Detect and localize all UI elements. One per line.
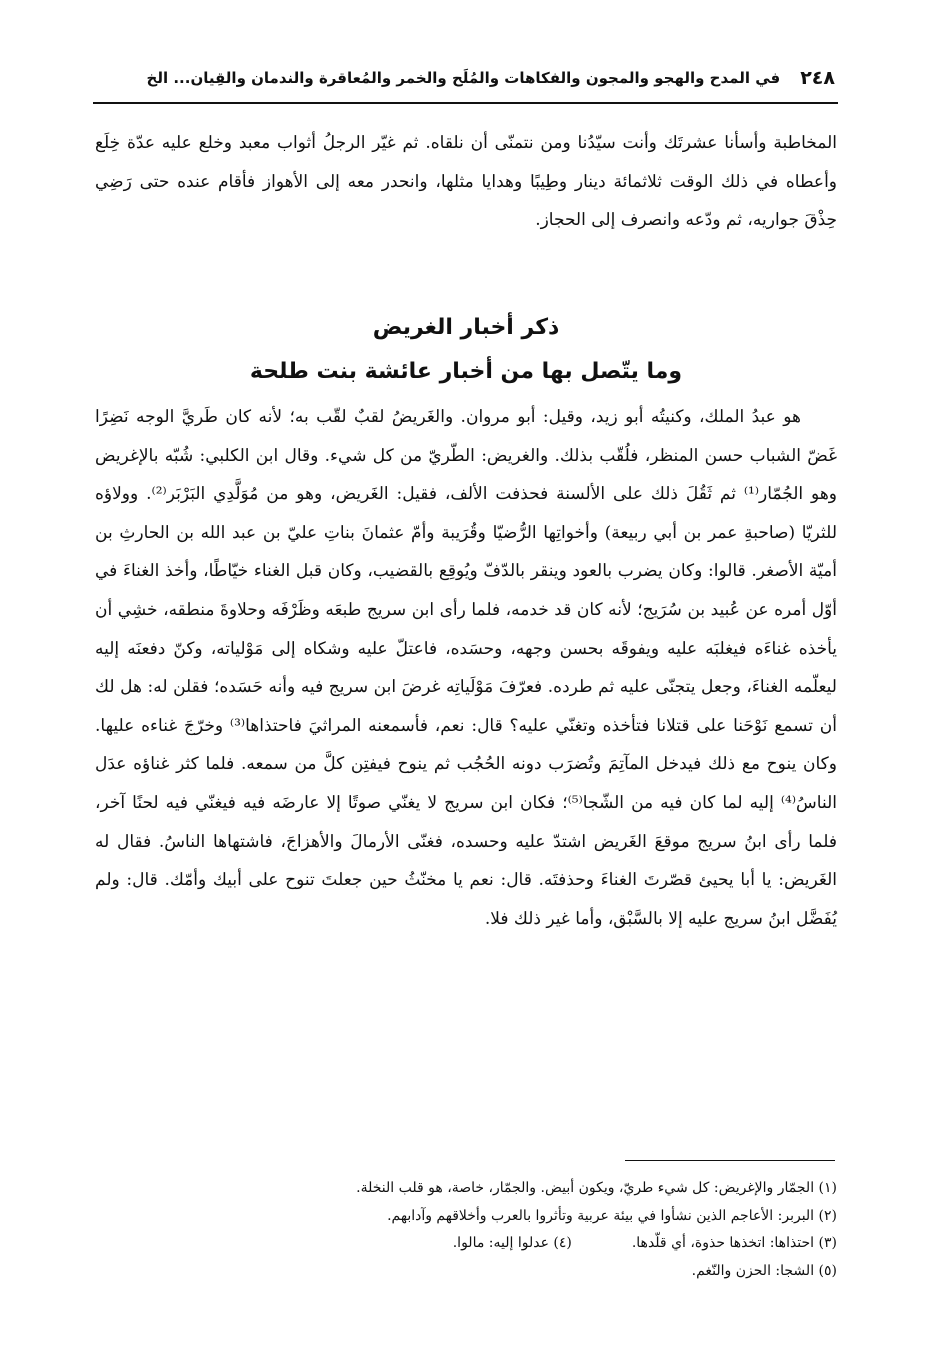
footnote-3: (٣) احتذاها: اتخذها حذوة، أي قلّدها. [631, 1235, 837, 1251]
footnote-1: (١) الجمّار والإغريض: كل شيء طريّ، ويكون أبيض. والجمّار، خاصة، هو قلب النخلة. [356, 1180, 837, 1196]
main-paragraph: هو عبدُ الملك، وكنيتُه أبو زيد، وقيل: أبو مروان. والغَريضُ لقبٌ لقّب به؛ لأنه كان طَريَّ الوجه نَضِرًا غَضّ الشباب حسن المنظر، فلُقّب بذلك. والغريض: الطّريّ من كل شيء. وقال ابن الكلبي: شُبّه بالإغريض وهو الجُمّار⁽¹⁾ ثم ثَقُلَ ذلك على الألسنة فحذفت الألف، فقيل: الغَريض، وهو من مُوَلَّدِي البَرْبَر⁽²⁾. وولاؤه للثريّا (صاحبةِ عمر بن أبي ربيعة) وأخواتِها الرُّضيّا وقُرَيبة وأمّ عثمانَ بناتِ عليّ بن عبد الله بن الحارثِ بن أميّة الأصغر. قالوا: وكان يضرب بالعود وينقر بالدّفّ ويُوقِع بالقضيب، وكان قبل الغناء خيّاطًا، وأخذ الغناءَ في أوّل أمره عن عُبيد بن سُرَيج؛ لأنه كان قد خدمه، فلما رأى ابن سريج طبعَه وظَرْفَه وحلاوةَ منطقه، خشِي أن يأخذه غناءَه فيغلبَه عليه ويفوقَه بحسن وجهه، وحسَده، فاعتلّ عليه وشكاه إلى مَوْلياته، وكنّ دفعنَه إليه ليعلّمه الغناءَ، وجعل يتجنّى عليه ثم طرده. فعرّفَ مَوْلَياتِه غرضَ ابن سريج فيه وأنه حَسَده؛ فقلن له: هل لك أن تسمع نَوْحَنا على قتلانا فتأخذه وتغنّي عليه؟ قال: نعم، فأسمعنه المراثيَ فاحتذاها⁽³⁾ وخرّجَ غناءه عليها. وكان ينوح مع ذلك فيدخل المآتِمَ وتُضرَب دونه الحُجُب ثم ينوح فيفتِن كلَّ من سمعه. فلما كثر غناؤه عدَل الناسُ⁽⁴⁾ إليه لما كان فيه من الشّجا⁽⁵⁾؛ فكان ابن سريج لا يغنّي صوتًا إلا عارضَه فيه فيغنّي فيه لحنًا آخر، فلما رأى ابنُ سريج موقعَ الغَريض اشتدّ عليه وحسده، فغنّى الأرمالَ والأهزاجَ، فاشتهاها الناسُ. فقال له الغَريض: يا أبا يحيئ قصّرتَ الغناءَ وحذفتَه. قال: نعم يا مخنّثُ حين جعلتَ تنوح على أبيك وأمّك. قال: ولم يُفَضَّل ابنُ سريج عليه إلا بالسَّبْق، وأما غير ذلك فلا. [95, 407, 837, 929]
running-header [95, 62, 835, 94]
header-rule [93, 102, 838, 104]
page-number: ٢٤٨ [800, 67, 835, 89]
footnote-5: (٥) الشجا: الحزن والنّغم. [691, 1262, 837, 1279]
footnote-4: (٤) عدلوا إليه: مالوا. [452, 1235, 572, 1251]
intro-paragraph: المخاطبة وأسأنا عشرتَك وأنت سيّدُنا ومن نتمنّى أن نلقاه. ثم غيّر الرجلُ أثواب معبد وخلع عليه عدّة خِلَع وأعطاه في ذلك الوقت ثلاثمائة دينار وطِيبًا وهدايا مثلها، وانحدر معه إلى الأهواز فأقام عنده حتى رَضِي حِذْقَ جواريه، ثم ودّعه وانصرف إلى الحجاز. [95, 133, 837, 231]
section-subtitle: وما يتّصل بها من أخبار عائشة بنت طلحة [249, 359, 683, 384]
section-titles [95, 306, 837, 394]
running-title: في المدح والهجو والمجون والفكاهات والمُلَح والخمر والمُعاقرة والندمان والقِيان... الخ [146, 69, 781, 87]
footnotes [95, 1175, 837, 1285]
footnote-2: (٢) البربر: الأعاجم الذين نشأوا في بيئة عربية وتأثروا بالعرب وأخلاقهم وآدابهم. [387, 1207, 837, 1224]
footnote-row-3-4 [95, 1230, 837, 1258]
footnote-rule [625, 1160, 835, 1161]
section-title: ذكر أخبار الغريض [372, 315, 560, 340]
